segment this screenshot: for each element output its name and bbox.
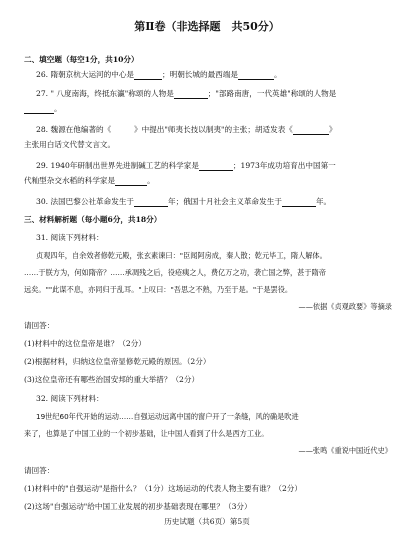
q32-material-line: 19世纪60年代开始的运动……自强运动远离中国的窗户开了一条缝，风的确是吹进	[36, 412, 299, 421]
answer-blank[interactable]	[282, 198, 316, 207]
q29-text-c: 代籼型杂交水稻的科学家是	[24, 176, 116, 185]
q31-sub3: (3)这位皇帝还有哪些治国安邦的重大举措？（2分）	[24, 375, 200, 384]
q32-source: ——张鸣《重说中国近代史》	[298, 446, 392, 455]
q31-material-line: 远矣。""此谋不息，亦同归于乱耳。"上叹曰："吾思之不熟，乃至于是。"于是罢役。	[24, 285, 293, 294]
q32-ask: 请回答：	[24, 466, 55, 475]
question-31-intro: 31. 阅读下列材料：	[36, 233, 104, 242]
question-28	[36, 124, 392, 135]
question-28-cont: 主张用白话文代替文言文。	[24, 140, 116, 149]
q27-text-c: 。	[54, 104, 62, 113]
page-title: 第Ⅱ卷（非选择题 共50分）	[134, 20, 280, 33]
q29-text-a: 29. 1940年研制出世界先进制碱工艺的科学家是	[36, 161, 199, 170]
q30-text-c: 年。	[315, 197, 332, 206]
answer-blank[interactable]	[24, 105, 54, 114]
question-29	[36, 160, 392, 171]
section2-header: 二、填空题（每空1分，共10分）	[24, 55, 139, 64]
question-27	[36, 88, 392, 99]
q31-sub1: (1)材料中的这位皇帝是谁？（2分）	[24, 339, 146, 348]
q31-ask: 请回答：	[24, 321, 55, 330]
q31-sub2: (2)根据材料，归纳这位皇帝显修乾元殿的原因。（2分）	[24, 357, 211, 366]
q26-text-b: ；明朝长城的最西端是	[162, 70, 238, 79]
q26-text-c: 。	[273, 70, 282, 79]
question-30	[36, 196, 392, 207]
q30-text-a: 30. 法国巴黎公社革命发生于	[36, 197, 135, 206]
answer-blank[interactable]	[199, 162, 233, 171]
page-footer: 历史试题（共6页）第5页	[164, 517, 250, 526]
q31-material-line: ……于朕方为，何如隋帝？……承凋残之后，役疮痍之人，费亿万之功，袭亡国之弊，甚于隋帝	[24, 268, 326, 277]
q32-sub2: (2)这场"自强运动"给中国工业发展的初步基础表现在哪里？（3分）	[24, 502, 252, 511]
q32-material-line: 来了，也算是了中国工业的一个初步基础，让中国人看到了什么是西方工业。	[24, 429, 269, 438]
answer-blank[interactable]	[238, 71, 274, 80]
q30-text-b: 年；俄国十月社会主义革命发生于	[168, 197, 282, 206]
q32-sub1: (1)材料中的"自强运动"是指什么？（1分）这场运动的代表人物主要有谁？（2分）	[24, 484, 302, 493]
q29-text-d: 。	[147, 176, 155, 185]
answer-blank[interactable]	[115, 177, 147, 186]
question-27-cont	[24, 103, 392, 114]
section3-header: 三、材料解析题（每小题6分，共18分）	[24, 215, 162, 224]
q31-material-line: 贞观四年，自余效者修乾元殿，张玄素谏曰："臣闻阿房成，秦人散；乾元毕工，隋人解体。	[36, 251, 327, 260]
q26-text-a: 26. 隋朝京杭大运河的中心是	[36, 70, 135, 79]
question-29-cont	[24, 175, 392, 186]
answer-blank[interactable]	[293, 126, 329, 135]
answer-blank[interactable]	[134, 198, 168, 207]
answer-blank[interactable]	[134, 71, 162, 80]
question-32-intro: 32. 阅读下列材料：	[36, 394, 104, 403]
answer-blank[interactable]	[174, 90, 208, 99]
q27-text-b: ；"部路南唐，一代英雄"称颂的人物是	[207, 89, 337, 98]
q27-text-a: 27. " 八度南海，终抵东瀛"称颂的人物是	[36, 89, 174, 98]
question-26	[36, 69, 392, 80]
q28-text-b: 》	[328, 125, 337, 134]
q31-source: ——依据《贞观政要》等摘录	[298, 302, 392, 311]
q29-text-b: ；1973年成功培育出中国第一	[232, 161, 336, 170]
q28-text-a: 28. 魏源在他编著的《 》中提出"师夷长技以制夷"的主张；胡适发表《	[36, 125, 293, 134]
